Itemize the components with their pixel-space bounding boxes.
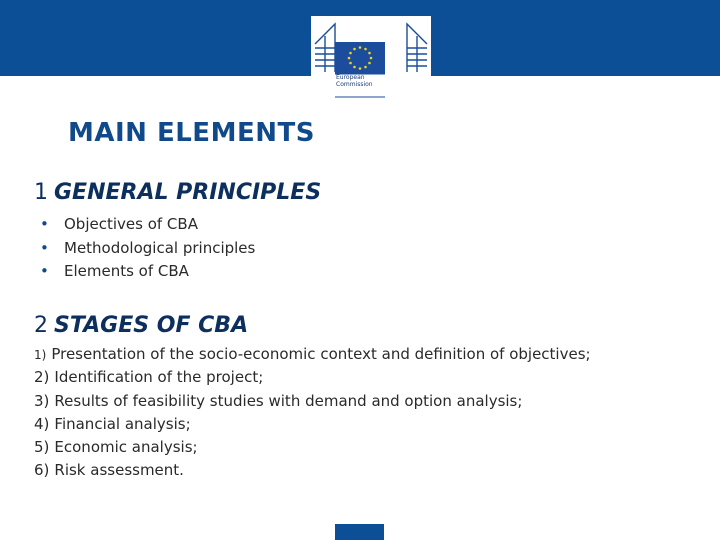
list-item [40, 213, 255, 237]
list-item-text: Economic analysis; [54, 438, 198, 457]
list-item-text: Objectives of CBA [64, 215, 198, 233]
item-index: 4) [34, 414, 50, 433]
item-index: 6) [34, 461, 50, 480]
section-title: STAGES OF CBA [54, 313, 249, 338]
list-item [34, 459, 591, 482]
section-number: 2 [34, 313, 48, 338]
bullet-icon: • [40, 238, 49, 257]
logo-wordmark [336, 74, 373, 88]
list-item-text: Elements of CBA [64, 262, 189, 280]
list-item-text: Results of feasibility studies with demand and option analysis; [54, 391, 523, 410]
list-item-text: Identification of the project; [54, 368, 264, 387]
list-item [34, 366, 591, 389]
list-item-text: Methodological principles [64, 238, 256, 257]
logo-line-european: European [336, 74, 365, 81]
item-index: 2) [34, 368, 50, 387]
bullet-icon: • [40, 215, 49, 233]
section-heading-general-principles [34, 180, 321, 205]
page-title: MAIN ELEMENTS [68, 118, 315, 148]
list-item-text: Presentation of the socio-economic context and definition of objectives; [51, 345, 591, 363]
list-item [40, 260, 255, 284]
list-item-text: Financial analysis; [54, 414, 191, 433]
item-index: 3) [34, 391, 50, 410]
list-item [34, 343, 591, 366]
item-index: 5) [34, 438, 50, 457]
list-item-text: Risk assessment. [54, 461, 184, 480]
list-item [34, 390, 591, 413]
general-principles-list [40, 213, 255, 284]
european-commission-logo [311, 16, 431, 98]
stages-list [34, 343, 591, 483]
list-item [40, 237, 255, 261]
list-item [34, 413, 591, 436]
footer-tab [335, 524, 384, 540]
section-heading-stages-of-cba [34, 313, 248, 338]
bullet-icon: • [40, 262, 49, 280]
section-number: 1 [34, 180, 48, 205]
logo-line-commission: Commission [336, 81, 373, 88]
list-item [34, 436, 591, 459]
item-index: 1) [34, 348, 47, 362]
section-title: GENERAL PRINCIPLES [54, 180, 322, 205]
